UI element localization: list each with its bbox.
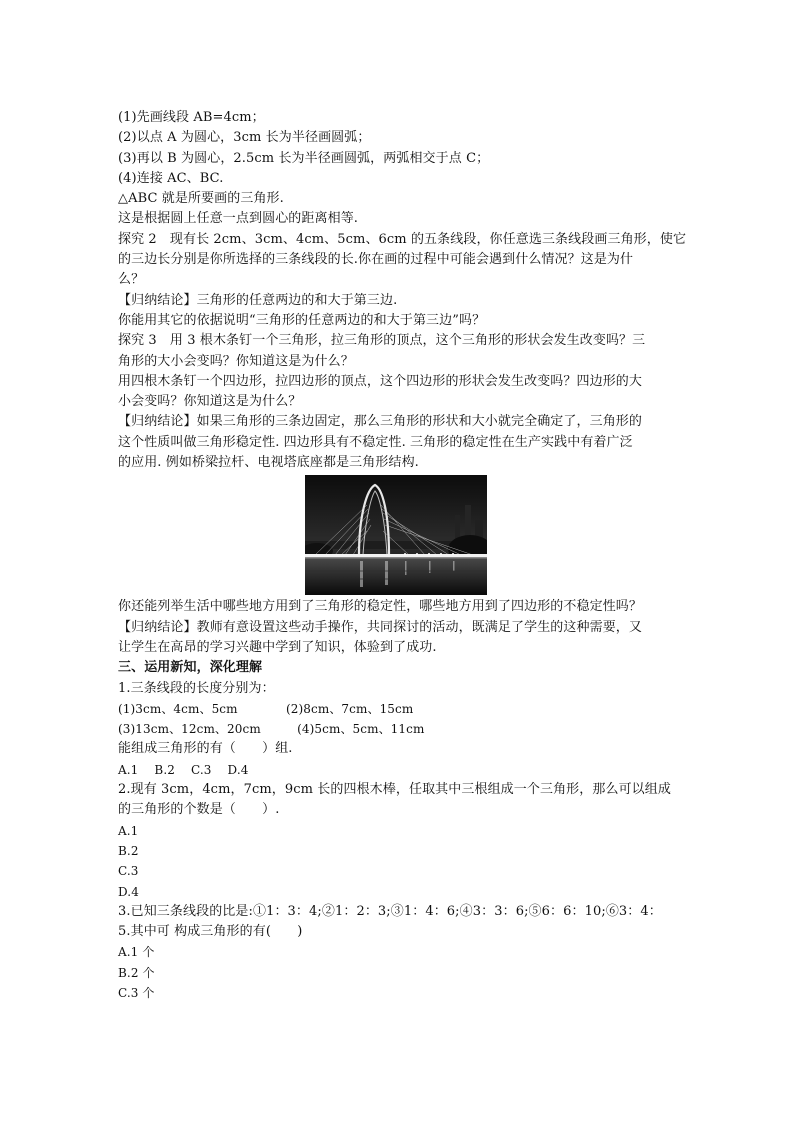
q3-choice-c: C.3 个 [118, 985, 155, 1000]
conclusion-3-line-1: 【归纳结论】教师有意设置这些动手操作，共同探讨的活动，既满足了学生的这种需要，又 [118, 619, 643, 635]
q2-choice-c: C.3 [118, 864, 139, 879]
explore-2-line-3: 么？ [118, 272, 145, 288]
quadrilateral-line-2: 小会变吗？你知道这是为什么？ [118, 394, 302, 410]
q1-options-row-2: (3)13cm、12cm、20cm (4)5cm、5cm、11cm [118, 722, 425, 737]
q2-stem-line-2: 的三角形的个数是（ ）. [118, 802, 280, 818]
conclusion-2-line-3: 的应用. 例如桥梁拉杆、电视塔底座都是三角形结构. [118, 455, 419, 471]
step-1: (1)先画线段 AB=4cm； [118, 110, 265, 125]
explore-3-line-1: 探究 3 用 3 根木条钉一个三角形，拉三角形的顶点，这个三角形的形状会发生改变吗？三 [118, 333, 646, 349]
q2-choice-d: D.4 [118, 884, 139, 899]
q3-choice-a: A.1 个 [118, 945, 155, 960]
q1-question: 能组成三角形的有（ ）组. [118, 741, 293, 757]
conclusion-2-line-2: 这个性质叫做三角形稳定性. 四边形具有不稳定性. 三角形的稳定性在生产实践中有着广泛 [118, 434, 633, 450]
reason-statement: 这是根据圆上任意一点到圆心的距离相等. [118, 211, 359, 227]
conclusion-1: 【归纳结论】三角形的任意两边的和大于第三边. [118, 292, 398, 308]
explore-2-line-1: 探究 2 现有长 2cm、3cm、4cm、5cm、6cm 的五条线段，你任意选三条线段画三角形，使它 [118, 231, 687, 247]
q1-choices: A.1 B.2 C.3 D.4 [118, 762, 249, 777]
step-3: (3)再以 B 为圆心，2.5cm 长为半径画圆弧，两弧相交于点 C； [118, 150, 490, 166]
q2-stem-line-1: 2.现有 3cm，4cm，7cm，9cm 长的四根木棒，任取其中三根组成一个三角形，那么可以组成 [118, 782, 671, 798]
document-body [118, 108, 687, 1003]
conclusion-3-line-2: 让学生在高昂的学习兴趣中学到了知识，体验到了成功. [118, 639, 437, 655]
q2-choice-a: A.1 [118, 823, 139, 838]
q3-stem-line-1: 3.已知三条线段的比是:①1：3：4;②1：2：3;③1：4：6;④3：3：6;⑤6：6：10;⑥3：4： [118, 903, 662, 919]
explore-3-line-2: 角形的大小会变吗？你知道这是为什么？ [118, 353, 354, 369]
q3-stem-line-2: 5.其中可 构成三角形的有( ) [118, 924, 303, 940]
step-2: (2)以点 A 为圆心，3cm 长为半径画圆弧； [118, 130, 371, 146]
question-list-examples: 你还能列举生活中哪些地方用到了三角形的稳定性，哪些地方用到了四边形的不稳定性吗？ [118, 599, 643, 615]
quadrilateral-line-1: 用四根木条钉一个四边形，拉四边形的顶点，这个四边形的形状会发生改变吗？四边形的大 [118, 373, 643, 389]
explore-2-line-2: 的三边长分别是你所选择的三条线段的长.你在画的过程中可能会遇到什么情况？这是为什 [118, 252, 634, 268]
step-4: (4)连接 AC、BC. [118, 170, 224, 186]
q1-stem: 1.三条线段的长度分别为： [118, 680, 275, 696]
question-other-reason: 你能用其它的依据说明“三角形的任意两边的和大于第三边”吗？ [118, 312, 486, 328]
q3-choice-b: B.2 个 [118, 965, 155, 980]
triangle-statement: △ABC 就是所要画的三角形. [118, 191, 284, 207]
bridge-photo [305, 475, 487, 595]
q2-choice-b: B.2 [118, 843, 139, 858]
q1-options-row-1: (1)3cm、4cm、5cm (2)8cm、7cm、15cm [118, 701, 414, 716]
section-heading: 三、运用新知，深化理解 [118, 660, 263, 676]
conclusion-2-line-1: 【归纳结论】如果三角形的三条边固定，那么三角形的形状和大小就完全确定了，三角形的 [118, 414, 643, 430]
